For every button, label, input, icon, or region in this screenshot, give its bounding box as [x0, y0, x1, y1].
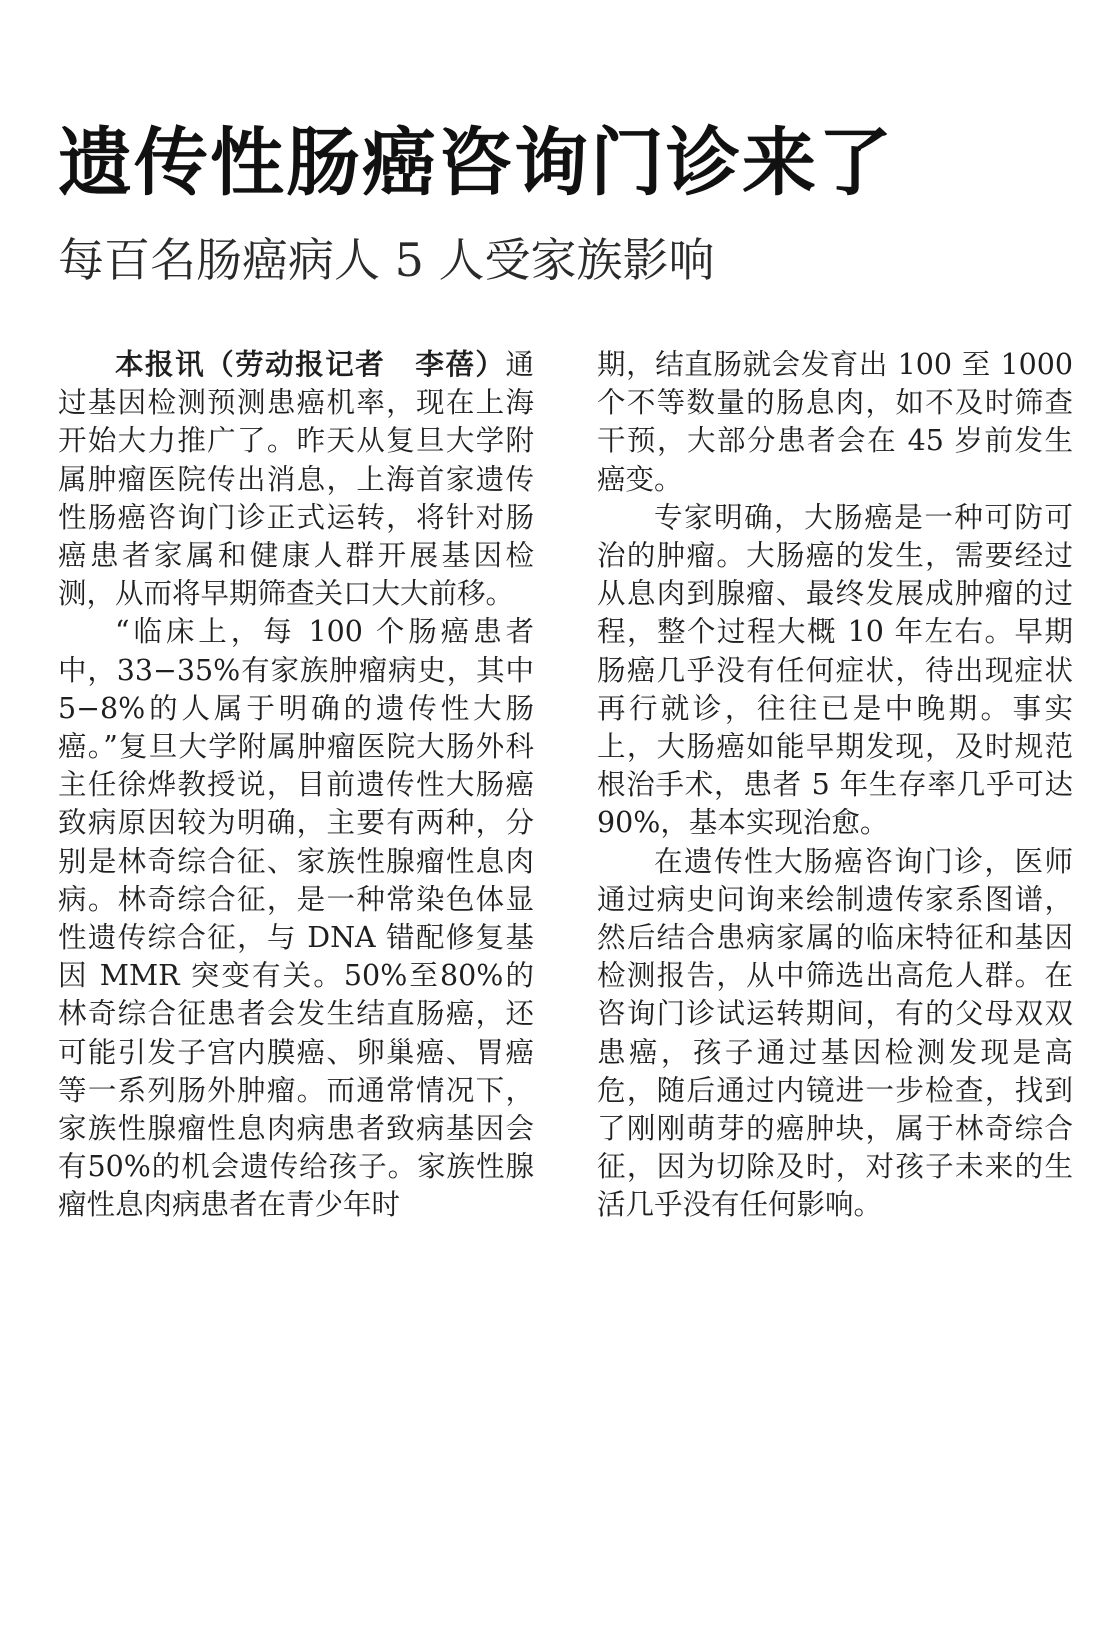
article-paragraph: 在遗传性大肠癌咨询门诊，医师通过病史问询来绘制遗传家系图谱，然后结合患病家属的临床特征和基因检测报告，从中筛选出高危人群。在咨询门诊试运转期间，有的父母双双患癌，孩子通过基因检测发现是高危，随后通过内镜进一步检查，找到了刚刚萌芽的癌肿块，属于林奇综合征，因为切除及时，对孩子未来的生活几乎没有任何影响。 — [597, 844, 1073, 1222]
article-subheadline: 每百名肠癌病人 5 人受家族影响 — [58, 233, 715, 287]
article-paragraph-continued: 期，结直肠就会发育出 100 至 1000 个不等数量的肠息肉，如不及时筛查干预，大部分患者会在 45 岁前发生癌变。 — [597, 348, 1073, 496]
article-column-right — [597, 346, 1073, 1225]
article-paragraph — [58, 346, 534, 613]
article-paragraph: “临床上，每 100 个肠癌患者中，33−35%有家族肿瘤病史，其中 5−8%的人属于明确的遗传性大肠癌。”复旦大学附属肿瘤医院大肠外科主任徐烨教授说，目前遗传性大肠癌致病原因较为明确，主要有两种，分别是林奇综合征、家族性腺瘤性息肉病。林奇综合征，是一种常染色体显性遗传综合征，与 DNA 错配修复基因 MMR 突变有关。50%至80%的林奇综合征患者会发生结直肠癌，还可能引发子宫内膜癌、卵巢癌、胃癌等一系列肠外肿瘤。而通常情况下，家族性腺瘤性息肉病患者致病基因会有50%的机会遗传给孩子。家族性腺瘤性息肉病患者在青少年时 — [58, 615, 534, 1222]
article-paragraph: 专家明确，大肠癌是一种可防可治的肿瘤。大肠癌的发生，需要经过从息肉到腺瘤、最终发展成肿瘤的过程，整个过程大概 10 年左右。早期肠癌几乎没有任何症状，待出现症状再行就诊，往往已是中晚期。事实上，大肠癌如能早期发现，及时规范根治手术，患者 5 年生存率几乎可达 90%，基本实现治愈。 — [597, 500, 1073, 840]
article-headline: 遗传性肠癌咨询门诊来了 — [58, 120, 894, 206]
article-paragraph-text: 通过基因检测预测患癌机率，现在上海开始大力推广了。昨天从复旦大学附属肿瘤医院传出消息，上海首家遗传性肠癌咨询门诊正式运转，将针对肠癌患者家属和健康人群开展基因检测，从而将早期筛查关口大大前移。 — [58, 348, 534, 611]
article-dateline: 本报讯（劳动报记者 李蓓） — [115, 348, 506, 381]
page-top-strip — [0, 0, 1118, 6]
article-column-left — [58, 346, 534, 1225]
